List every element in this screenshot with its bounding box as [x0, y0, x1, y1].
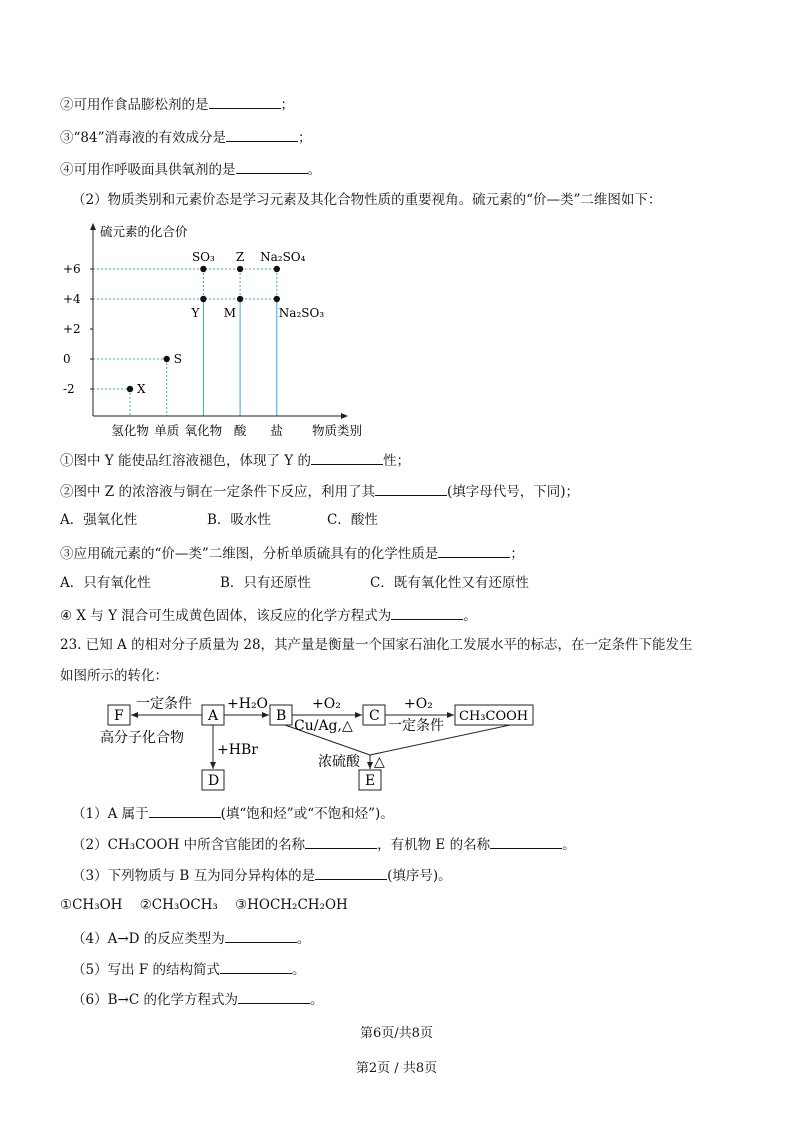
data-point [274, 266, 280, 272]
q23-p1 [72, 803, 394, 823]
option-b: B．吸水性 [207, 512, 271, 528]
y-tick-label: -2 [63, 382, 75, 396]
data-point [200, 296, 206, 302]
cond-B-C-top: +O₂ [312, 696, 341, 712]
q-text: ④可用作呼吸面具供氧剂的是 [60, 162, 236, 178]
q2-sub4 [60, 605, 477, 625]
option-1: ①CH₃OH [60, 897, 123, 913]
cond-A-F: 一定条件 [136, 696, 192, 712]
point-label: SO₃ [191, 250, 215, 264]
data-point [237, 266, 243, 272]
point-label: Z [235, 250, 245, 264]
option-b: B．只有还原性 [220, 575, 311, 591]
cond-C-acid-top: +O₂ [404, 696, 433, 712]
valence-class-chart [60, 215, 380, 445]
q-text: ③应用硫元素的“价—类”二维图，分析单质硫具有的化学性质是 [60, 546, 439, 562]
option-3: ③HOCH₂CH₂OH [235, 897, 348, 913]
answer-blank[interactable] [391, 605, 463, 620]
q23-line1: 23. 已知 A 的相对分子质量为 28，其产量是衡量一个国家石油化工发展水平的标志，在一定条件下能发生 [60, 637, 693, 653]
option-a: A．只有氧化性 [60, 575, 151, 591]
q-text: ①图中 Y 能使品红溶液褪色，体现了 Y 的 [60, 453, 311, 469]
q2-sub2-options [60, 511, 378, 529]
y-tick-label: 0 [63, 352, 71, 366]
y-axis-arrow [90, 223, 96, 230]
x-tick-label: 单质 [154, 423, 180, 438]
label-E: E [365, 773, 376, 789]
cond-E: 浓硫酸 [318, 754, 360, 770]
option-c: C．既有氧化性又有还原性 [370, 575, 529, 591]
q-line-2 [60, 94, 294, 114]
answer-blank[interactable] [438, 543, 510, 558]
cond-E-heat: △ [374, 754, 385, 770]
q23-line2: 如图所示的转化： [60, 668, 168, 684]
answer-blank[interactable] [209, 94, 281, 109]
answer-blank[interactable] [236, 159, 308, 174]
y-tick-label: +6 [63, 262, 81, 276]
q-end: ； [297, 130, 312, 146]
q-end: ； [510, 546, 524, 562]
q-text: （1）A 属于 [72, 806, 149, 822]
q-end: 。 [307, 162, 321, 178]
q23-p2 [72, 834, 576, 854]
q2-intro: （2）物质类别和元素价态是学习元素及其化合物性质的重要视角。硫元素的“价—类”二维图如下： [72, 192, 662, 208]
q2-sub3-options [60, 574, 529, 592]
q-end: 。 [463, 608, 477, 624]
answer-blank[interactable] [315, 865, 387, 880]
q-end: (填“饱和烃”或“不饱和烃”)。 [220, 806, 394, 822]
q-end: 。 [296, 931, 311, 947]
point-label: Na₂SO₃ [278, 306, 325, 320]
data-point [127, 386, 133, 392]
cond-A-D: +HBr [217, 742, 258, 758]
q-end: 性； [383, 453, 410, 469]
q-text: （5）写出 F 的结构简式 [72, 962, 221, 978]
q-text: ，有机物 E 的名称 [377, 837, 491, 853]
label-D: D [208, 773, 220, 789]
point-label: Y [191, 306, 200, 320]
cond-B-C-bottom: Cu/Ag,△ [294, 718, 353, 734]
point-label: X [137, 382, 146, 396]
x-tick-label: 氢化物 [111, 423, 149, 438]
q-text: （4）A→D 的反应类型为 [72, 931, 225, 947]
label-acetic-acid: CH₃COOH [459, 709, 529, 724]
inner-page-number: 第6页/共8页 [360, 1026, 433, 1041]
answer-blank[interactable] [490, 834, 562, 849]
q-end: (填序号)。 [387, 868, 452, 884]
y-tick-label: +2 [63, 322, 81, 336]
label-polymer: 高分子化合物 [100, 730, 184, 746]
outer-page-number: 第2页 / 共8页 [355, 1061, 438, 1076]
q-text: ④ X 与 Y 混合可生成黄色固体，该反应的化学方程式为 [60, 608, 392, 624]
cond-A-B: +H₂O [227, 696, 269, 712]
q23-p5 [72, 959, 306, 979]
q2-sub2 [60, 481, 579, 501]
option-c: C．酸性 [327, 512, 378, 528]
answer-blank[interactable] [311, 450, 383, 465]
q-text: （6）B→C 的化学方程式为 [72, 992, 238, 1008]
data-point [164, 356, 170, 362]
answer-blank[interactable] [149, 803, 221, 818]
answer-blank[interactable] [375, 481, 447, 496]
data-point [200, 266, 206, 272]
q23-p6 [72, 989, 323, 1009]
q-line-3 [60, 127, 311, 147]
x-tick-label: 酸 [233, 423, 247, 438]
x-tick-label: 氧化物 [184, 423, 223, 438]
label-C: C [369, 708, 380, 724]
point-label: Na₂SO₄ [260, 250, 306, 264]
y-axis-label: 硫元素的化合价 [100, 224, 188, 239]
x-tick-label: 盐 [270, 423, 284, 438]
q-text: （3）下列物质与 B 互为同分异构体的是 [72, 868, 316, 884]
q-text: （2）CH₃COOH 中所含官能团的名称 [72, 837, 306, 853]
q-text: ②可用作食品膨松剂的是 [60, 97, 209, 113]
y-tick-label: +4 [63, 292, 81, 306]
point-label: S [173, 352, 182, 366]
q-line-4 [60, 159, 321, 179]
reaction-diagram [70, 690, 550, 800]
q-end: ； [280, 97, 294, 113]
q-end: (填字母代号，下同)； [446, 484, 580, 500]
option-a: A．强氧化性 [60, 512, 138, 528]
label-B: B [276, 708, 287, 724]
answer-blank[interactable] [238, 989, 310, 1004]
label-A: A [208, 708, 219, 724]
q-end: 。 [309, 992, 324, 1008]
point-label: M [223, 306, 237, 320]
q-end: 。 [562, 837, 576, 853]
x-axis-arrow [341, 413, 348, 419]
cond-C-acid-bottom: 一定条件 [388, 718, 444, 734]
q2-sub3 [60, 543, 524, 563]
q23-p4 [72, 928, 310, 948]
answer-blank[interactable] [305, 834, 377, 849]
answer-blank[interactable] [226, 127, 298, 142]
data-point [237, 296, 243, 302]
q-end: 。 [292, 962, 306, 978]
option-2: ②CH₃OCH₃ [139, 897, 218, 913]
label-F: F [114, 708, 124, 724]
answer-blank[interactable] [225, 928, 297, 943]
q2-sub1 [60, 450, 410, 470]
q23-p3 [72, 865, 452, 885]
answer-blank[interactable] [220, 959, 292, 974]
q23-p3-options [60, 896, 348, 914]
x-axis-label: 物质类别 [312, 423, 363, 438]
q-text: ②图中 Z 的浓溶液与铜在一定条件下反应，利用了其 [60, 484, 375, 500]
data-point [274, 296, 280, 302]
q-text: ③“84”消毒液的有效成分是 [60, 130, 226, 146]
